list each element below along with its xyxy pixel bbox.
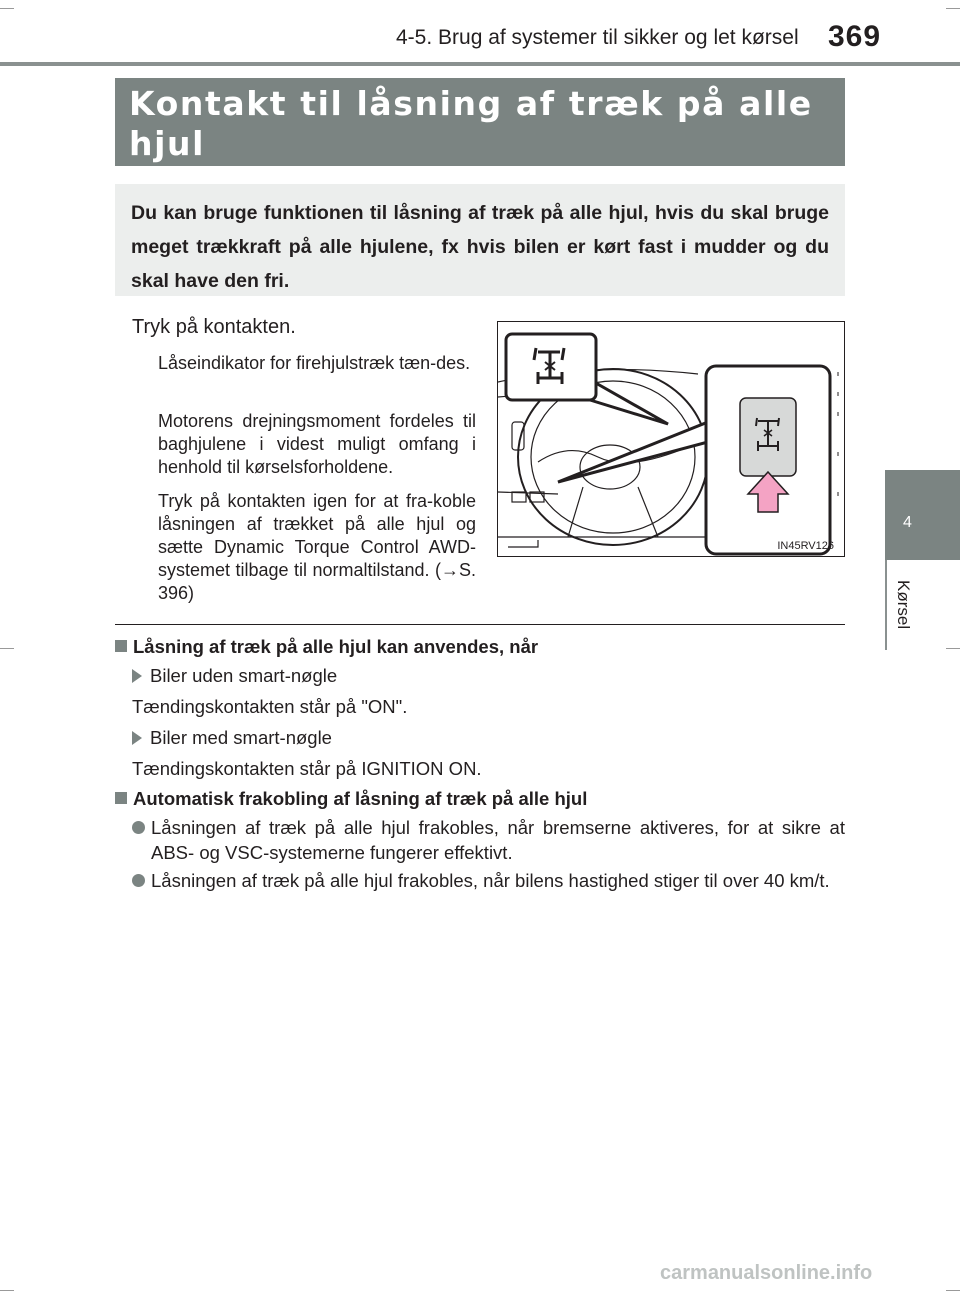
list-item — [132, 815, 845, 865]
section-heading-text: Automatisk frakobling af låsning af træk på alle hjul — [133, 788, 588, 809]
square-bullet-icon — [115, 792, 127, 804]
crop-mark — [946, 8, 960, 9]
watermark: carmanualsonline.info — [660, 1262, 873, 1284]
page-number: 369 — [828, 20, 882, 53]
step-instruction: Tryk på kontakten. — [132, 316, 296, 338]
list-item — [132, 868, 845, 893]
section-heading-auto-release — [115, 788, 587, 810]
triangle-bullet-icon — [132, 731, 142, 745]
header-rule — [0, 62, 960, 66]
list-item-text: Låsningen af træk på alle hjul frakobles, når bremserne aktiveres, for at sikre at ABS- og VSC-systemerne fungerer effektivt. — [151, 817, 845, 863]
section-heading-availability — [115, 636, 538, 658]
circle-bullet-icon — [132, 874, 145, 887]
dashboard-illustration — [497, 321, 845, 557]
page-title-line1: Kontakt til låsning af træk på alle hjul — [129, 84, 813, 163]
crop-mark — [946, 1290, 960, 1291]
triangle-bullet-icon — [132, 669, 142, 683]
circle-bullet-icon — [132, 821, 145, 834]
condition-text: Tændingskontakten står på IGNITION ON. — [132, 758, 482, 779]
note-3: Tryk på kontakten igen for at fra-koble låsningen af trækket på alle hjul og sætte Dynamic Torque Control AWD-systemet tilbage til normaltilstand. (→S. 396) — [158, 491, 476, 603]
intro-text: Du kan bruge funktionen til låsning af træk på alle hjul, hvis du skal bruge meget trækkraft på alle hjulene, fx hvis bilen er kørt fast i mudder og du skal have den fri. — [131, 202, 829, 292]
condition-text: Tændingskontakten står på "ON". — [132, 696, 408, 717]
dashboard-drawing — [498, 322, 845, 557]
note-1: Låseindikator for firehjulstræk tæn-des. — [158, 353, 471, 373]
section-divider — [115, 624, 845, 625]
crop-mark — [0, 8, 14, 9]
crop-mark — [0, 1290, 14, 1291]
section-heading-text: Låsning af træk på alle hjul kan anvendes, når — [133, 636, 539, 657]
page-title — [115, 78, 845, 166]
square-bullet-icon — [115, 640, 127, 652]
note-2: Motorens drejningsmoment fordeles til baghjulene i videst muligt omfang i henhold til kørselsforholdene. — [158, 411, 476, 477]
figure-id: IN45RV126 — [777, 540, 834, 552]
condition-item — [132, 665, 337, 687]
header-section-title: 4-5. Brug af systemer til sikker og let kørsel — [396, 26, 799, 49]
crop-mark — [0, 648, 14, 649]
intro-box — [115, 184, 845, 296]
chapter-tab — [885, 470, 960, 560]
crop-mark — [946, 648, 960, 649]
chapter-rule — [885, 560, 887, 650]
condition-item — [132, 727, 332, 749]
list-item-text: Låsningen af træk på alle hjul frakobles, når bilens hastighed stiger til over 40 km/t. — [151, 870, 830, 891]
chapter-title: Kørsel — [894, 580, 913, 630]
condition-label: Biler uden smart-nøgle — [150, 665, 338, 686]
condition-label: Biler med smart-nøgle — [150, 727, 332, 748]
chapter-number: 4 — [903, 514, 912, 531]
